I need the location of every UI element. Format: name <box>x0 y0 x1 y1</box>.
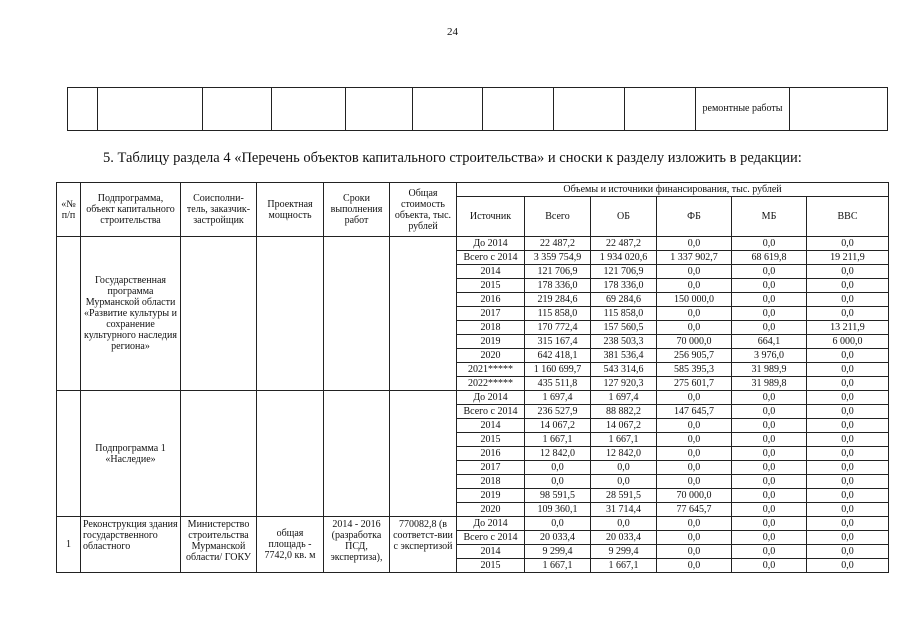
amount-cell: 1 337 902,7 <box>657 251 732 265</box>
total-cost <box>390 391 457 517</box>
amount-cell: 0,0 <box>732 531 807 545</box>
amount-cell: 585 395,3 <box>657 363 732 377</box>
amount-cell: 0,0 <box>732 559 807 573</box>
amount-cell: 9 299,4 <box>591 545 657 559</box>
executor-name <box>181 391 257 517</box>
amount-cell: 0,0 <box>732 545 807 559</box>
source-cell: 2020 <box>457 349 525 363</box>
source-cell: До 2014 <box>457 391 525 405</box>
amount-cell: 70 000,0 <box>657 335 732 349</box>
amount-cell: 664,1 <box>732 335 807 349</box>
amount-cell: 121 706,9 <box>591 265 657 279</box>
amount-cell: 0,0 <box>732 237 807 251</box>
source-cell: 2018 <box>457 321 525 335</box>
previous-table-cell <box>272 88 346 131</box>
amount-cell: 1 934 020,6 <box>591 251 657 265</box>
source-cell: 2020 <box>457 503 525 517</box>
header-source: Источник <box>457 197 525 237</box>
amount-cell: 315 167,4 <box>525 335 591 349</box>
amount-cell: 0,0 <box>591 517 657 531</box>
amount-cell: 0,0 <box>807 265 889 279</box>
source-cell: 2015 <box>457 433 525 447</box>
amount-cell: 0,0 <box>657 279 732 293</box>
amount-cell: 238 503,3 <box>591 335 657 349</box>
source-cell: Всего с 2014 <box>457 251 525 265</box>
previous-table-cell <box>68 88 98 131</box>
previous-table-fragment <box>67 87 888 131</box>
amount-cell: 28 591,5 <box>591 489 657 503</box>
amount-cell: 14 067,2 <box>525 419 591 433</box>
header-executor: Соисполни-тель, заказчик-застройщик <box>181 183 257 237</box>
amount-cell: 12 842,0 <box>591 447 657 461</box>
amount-cell: 150 000,0 <box>657 293 732 307</box>
executor-name <box>181 237 257 391</box>
previous-table-cell <box>483 88 554 131</box>
amount-cell: 0,0 <box>657 265 732 279</box>
amount-cell: 1 697,4 <box>525 391 591 405</box>
work-terms <box>324 391 390 517</box>
source-cell: До 2014 <box>457 237 525 251</box>
amount-cell: 381 536,4 <box>591 349 657 363</box>
amount-cell: 0,0 <box>591 475 657 489</box>
amount-cell: 1 667,1 <box>591 433 657 447</box>
header-capacity: Проектная мощность <box>257 183 324 237</box>
previous-table-cell <box>98 88 203 131</box>
amount-cell: 0,0 <box>807 447 889 461</box>
amount-cell: 121 706,9 <box>525 265 591 279</box>
page-number: 24 <box>447 26 458 38</box>
amount-cell: 435 511,8 <box>525 377 591 391</box>
amount-cell: 0,0 <box>732 419 807 433</box>
source-cell: 2016 <box>457 293 525 307</box>
source-cell: 2019 <box>457 489 525 503</box>
previous-table-cell <box>346 88 413 131</box>
amount-cell: 0,0 <box>657 559 732 573</box>
amount-cell: 0,0 <box>807 363 889 377</box>
source-cell: Всего с 2014 <box>457 405 525 419</box>
amount-cell: 12 842,0 <box>525 447 591 461</box>
project-capacity <box>257 237 324 391</box>
amount-cell: 0,0 <box>657 307 732 321</box>
amount-cell: 1 667,1 <box>591 559 657 573</box>
amount-cell: 9 299,4 <box>525 545 591 559</box>
amount-cell: 543 314,6 <box>591 363 657 377</box>
amount-cell: 147 645,7 <box>657 405 732 419</box>
header-num: «№ п/п <box>57 183 81 237</box>
amount-cell: 6 000,0 <box>807 335 889 349</box>
header-mb: МБ <box>732 197 807 237</box>
amount-cell: 642 418,1 <box>525 349 591 363</box>
amount-cell: 0,0 <box>732 405 807 419</box>
table-body <box>57 237 889 573</box>
amount-cell: 19 211,9 <box>807 251 889 265</box>
total-cost: 770082,8 (в соответст-вии с экспертизой <box>390 517 457 573</box>
amount-cell: 0,0 <box>732 489 807 503</box>
amount-cell: 0,0 <box>732 265 807 279</box>
header-ob: ОБ <box>591 197 657 237</box>
previous-table-cell <box>554 88 625 131</box>
source-cell: До 2014 <box>457 517 525 531</box>
amount-cell: 0,0 <box>732 461 807 475</box>
amount-cell: 0,0 <box>807 279 889 293</box>
source-cell: 2014 <box>457 265 525 279</box>
amount-cell: 0,0 <box>525 461 591 475</box>
object-name: Подпрограмма 1 «Наследие» <box>81 391 181 517</box>
amount-cell: 0,0 <box>525 517 591 531</box>
amount-cell: 0,0 <box>807 517 889 531</box>
amount-cell: 0,0 <box>807 419 889 433</box>
amount-cell: 77 645,7 <box>657 503 732 517</box>
amount-cell: 0,0 <box>732 475 807 489</box>
amount-cell: 0,0 <box>807 559 889 573</box>
amount-cell: 0,0 <box>732 503 807 517</box>
amount-cell: 1 667,1 <box>525 433 591 447</box>
amount-cell: 178 336,0 <box>591 279 657 293</box>
amount-cell: 70 000,0 <box>657 489 732 503</box>
row-number <box>57 237 81 391</box>
work-terms: 2014 - 2016 (разработка ПСД, экспертиза), <box>324 517 390 573</box>
amount-cell: 0,0 <box>807 531 889 545</box>
header-terms: Сроки выполнения работ <box>324 183 390 237</box>
source-cell: 2017 <box>457 461 525 475</box>
amount-cell: 0,0 <box>732 517 807 531</box>
source-cell: 2016 <box>457 447 525 461</box>
project-capacity: общая площадь - 7742,0 кв. м <box>257 517 324 573</box>
amount-cell: 127 920,3 <box>591 377 657 391</box>
amount-cell: 0,0 <box>807 545 889 559</box>
amount-cell: 31 989,9 <box>732 363 807 377</box>
amount-cell: 0,0 <box>807 461 889 475</box>
amount-cell: 0,0 <box>591 461 657 475</box>
amount-cell: 31 989,8 <box>732 377 807 391</box>
amount-cell: 170 772,4 <box>525 321 591 335</box>
amount-cell: 275 601,7 <box>657 377 732 391</box>
source-cell: 2022***** <box>457 377 525 391</box>
table-row <box>57 237 889 251</box>
amount-cell: 0,0 <box>525 475 591 489</box>
amount-cell: 0,0 <box>807 433 889 447</box>
source-cell: 2015 <box>457 559 525 573</box>
amount-cell: 0,0 <box>807 405 889 419</box>
amount-cell: 20 033,4 <box>525 531 591 545</box>
row-number: 1 <box>57 517 81 573</box>
previous-table-cell <box>790 88 888 131</box>
object-name: Государственная программа Мурманской области «Развитие культуры и сохранение культурного наследия региона» <box>81 237 181 391</box>
amount-cell: 219 284,6 <box>525 293 591 307</box>
amount-cell: 13 211,9 <box>807 321 889 335</box>
amount-cell: 0,0 <box>732 293 807 307</box>
table-row <box>57 391 889 405</box>
previous-table-cell <box>203 88 272 131</box>
amount-cell: 69 284,6 <box>591 293 657 307</box>
source-cell: 2017 <box>457 307 525 321</box>
source-cell: 2021***** <box>457 363 525 377</box>
amount-cell: 20 033,4 <box>591 531 657 545</box>
amount-cell: 0,0 <box>657 321 732 335</box>
amount-cell: 0,0 <box>807 377 889 391</box>
row-number <box>57 391 81 517</box>
amount-cell: 0,0 <box>807 475 889 489</box>
amount-cell: 0,0 <box>807 293 889 307</box>
amount-cell: 0,0 <box>657 433 732 447</box>
amount-cell: 1 667,1 <box>525 559 591 573</box>
amount-cell: 0,0 <box>657 475 732 489</box>
amount-cell: 88 882,2 <box>591 405 657 419</box>
source-cell: Всего с 2014 <box>457 531 525 545</box>
amount-cell: 0,0 <box>657 517 732 531</box>
project-capacity <box>257 391 324 517</box>
amount-cell: 22 487,2 <box>591 237 657 251</box>
source-cell: 2015 <box>457 279 525 293</box>
header-object: Подпрограмма, объект капитального строительства <box>81 183 181 237</box>
amount-cell: 0,0 <box>657 419 732 433</box>
amount-cell: 0,0 <box>657 447 732 461</box>
capital-construction-table <box>56 182 889 573</box>
amount-cell: 115 858,0 <box>525 307 591 321</box>
work-terms <box>324 237 390 391</box>
amount-cell: 0,0 <box>657 545 732 559</box>
amount-cell: 109 360,1 <box>525 503 591 517</box>
total-cost <box>390 237 457 391</box>
header-total: Всего <box>525 197 591 237</box>
amount-cell: 0,0 <box>657 461 732 475</box>
amount-cell: 0,0 <box>657 237 732 251</box>
amount-cell: 1 160 699,7 <box>525 363 591 377</box>
source-cell: 2019 <box>457 335 525 349</box>
amount-cell: 256 905,7 <box>657 349 732 363</box>
amount-cell: 0,0 <box>807 349 889 363</box>
amount-cell: 3 359 754,9 <box>525 251 591 265</box>
amount-cell: 236 527,9 <box>525 405 591 419</box>
amount-cell: 0,0 <box>732 321 807 335</box>
header-vvs: ВВС <box>807 197 889 237</box>
amount-cell: 0,0 <box>807 237 889 251</box>
source-cell: 2018 <box>457 475 525 489</box>
amount-cell: 157 560,5 <box>591 321 657 335</box>
previous-table-cell <box>413 88 483 131</box>
amount-cell: 98 591,5 <box>525 489 591 503</box>
amount-cell: 0,0 <box>807 489 889 503</box>
source-cell: 2014 <box>457 419 525 433</box>
amount-cell: 178 336,0 <box>525 279 591 293</box>
table-row <box>57 517 889 531</box>
amount-cell: 0,0 <box>807 307 889 321</box>
amount-cell: 0,0 <box>657 391 732 405</box>
header-fb: ФБ <box>657 197 732 237</box>
amount-cell: 31 714,4 <box>591 503 657 517</box>
previous-table-cell: ремонтные работы <box>696 88 790 131</box>
amount-cell: 0,0 <box>732 447 807 461</box>
amount-cell: 0,0 <box>807 503 889 517</box>
object-name: Реконструкция здания государственного областного <box>81 517 181 573</box>
amount-cell: 14 067,2 <box>591 419 657 433</box>
amount-cell: 1 697,4 <box>591 391 657 405</box>
amount-cell: 0,0 <box>807 391 889 405</box>
source-cell: 2014 <box>457 545 525 559</box>
amount-cell: 22 487,2 <box>525 237 591 251</box>
amount-cell: 0,0 <box>732 433 807 447</box>
amount-cell: 3 976,0 <box>732 349 807 363</box>
amount-cell: 0,0 <box>657 531 732 545</box>
amount-cell: 0,0 <box>732 391 807 405</box>
instruction-text: 5. Таблицу раздела 4 «Перечень объектов капитального строительства» и сноски к разделу изложить в редакции: <box>103 150 802 166</box>
amount-cell: 68 619,8 <box>732 251 807 265</box>
amount-cell: 115 858,0 <box>591 307 657 321</box>
header-funding: Объемы и источники финансирования, тыс. рублей <box>457 183 889 197</box>
amount-cell: 0,0 <box>732 279 807 293</box>
amount-cell: 0,0 <box>732 307 807 321</box>
previous-table-cell <box>625 88 696 131</box>
executor-name: Министерство строительства Мурманской области/ ГОКУ <box>181 517 257 573</box>
table-header <box>57 183 889 237</box>
previous-table-row <box>68 88 888 131</box>
header-cost: Общая стоимость объекта, тыс. рублей <box>390 183 457 237</box>
